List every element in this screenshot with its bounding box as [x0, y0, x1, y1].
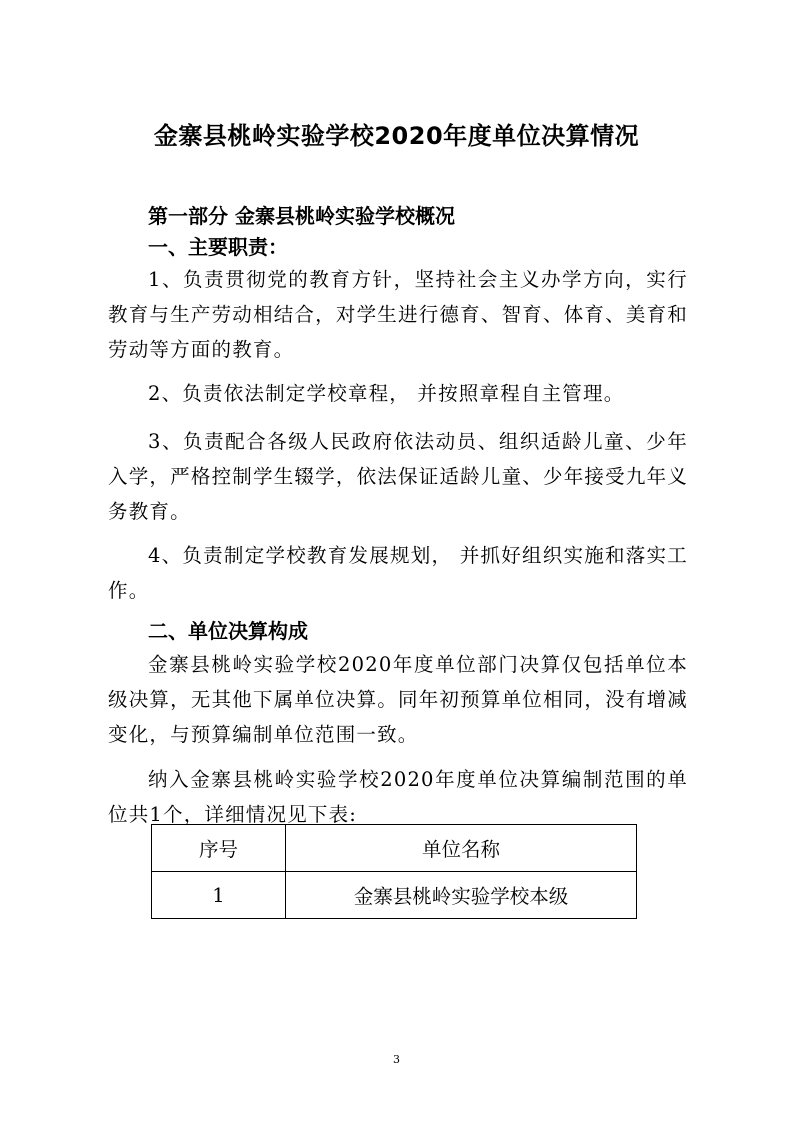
document-title: 金寨县桃岭实验学校2020年度单位决算情况	[153, 122, 640, 150]
table-cell-index: 1	[152, 872, 286, 919]
table-header-row	[152, 825, 637, 872]
composition-paragraph-1: 金寨县桃岭实验学校2020年度单位部门决算仅包括单位本级决算，无其他下属单位决算。同年初预算单位相同，没有增减变化，与预算编制单位范围一致。	[108, 653, 688, 746]
duty-paragraph-1: 1、负责贯彻党的教育方针，坚持社会主义办学方向，实行教育与生产劳动相结合，对学生进行德育、智育、体育、美育和劳动等方面的教育。	[108, 268, 688, 361]
table-header-name: 单位名称	[286, 825, 637, 872]
section1-heading: 一、主要职责：	[148, 235, 288, 259]
table-row	[152, 872, 637, 919]
table-cell-name: 金寨县桃岭实验学校本级	[286, 872, 637, 919]
page-number: 3	[393, 1053, 400, 1066]
section2-heading: 二、单位决算构成	[148, 619, 308, 643]
duty-paragraph-2: 2、负责依法制定学校章程， 并按照章程自主管理。	[148, 382, 625, 405]
duty-paragraph-3: 3、负责配合各级人民政府依法动员、组织适龄儿童、少年入学，严格控制学生辍学，依法保证适龄儿童、少年接受九年义务教育。	[108, 430, 688, 523]
part1-heading: 第一部分 金寨县桃岭实验学校概况	[148, 204, 455, 228]
duty-paragraph-4: 4、负责制定学校教育发展规划， 并抓好组织实施和落实工作。	[108, 544, 688, 602]
composition-paragraph-2: 纳入金寨县桃岭实验学校2020年度单位决算编制范围的单位共1个，详细情况见下表:	[108, 768, 688, 826]
table-header-index: 序号	[152, 825, 286, 872]
unit-table	[151, 824, 637, 919]
